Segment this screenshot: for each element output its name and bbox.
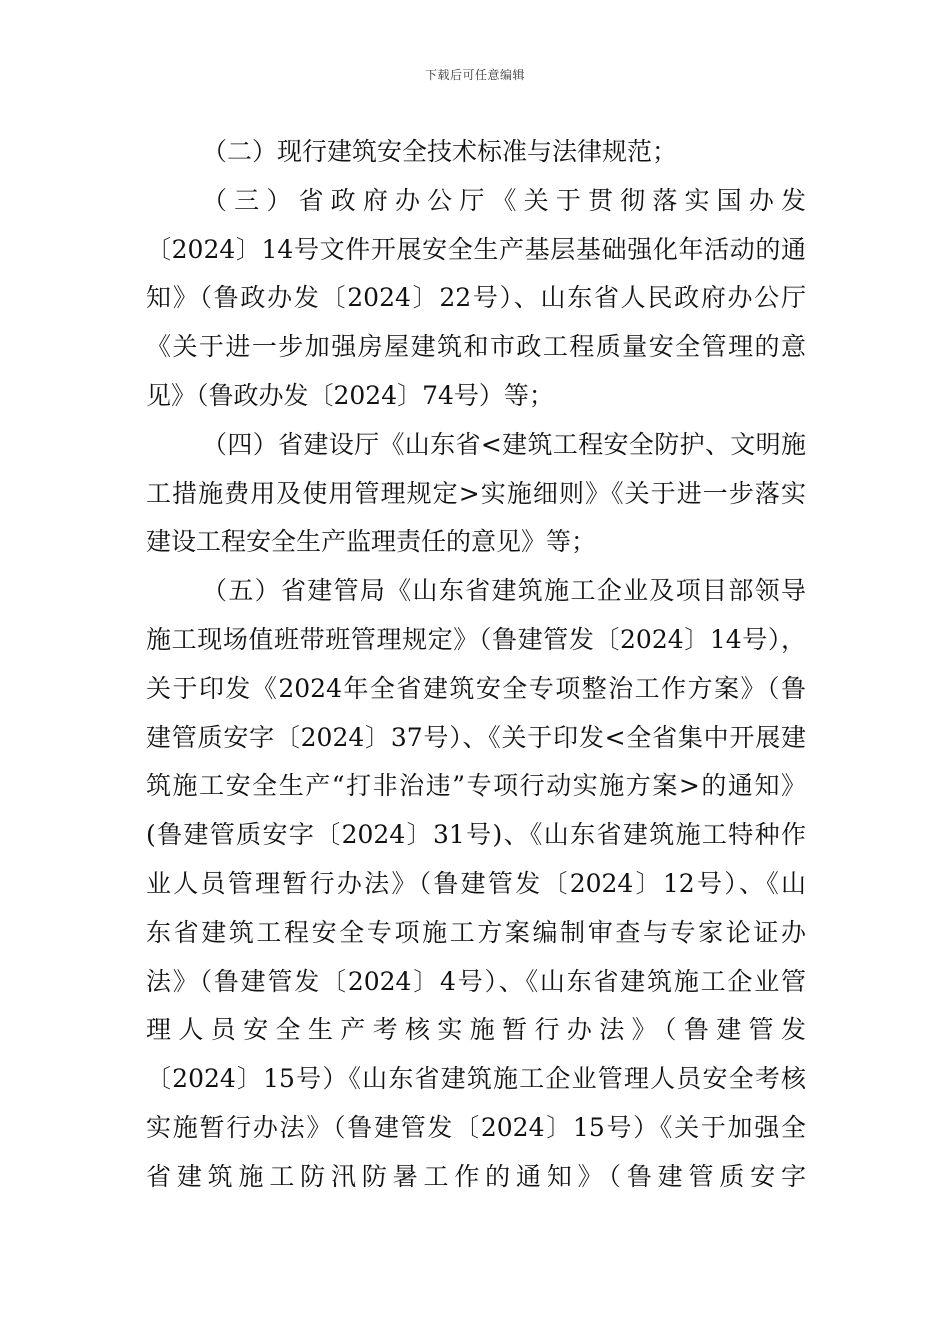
- paragraph-line: 施工现场值班带班管理规定》（鲁建管发〔2024〕14号），: [146, 624, 806, 654]
- paragraph-line: 关于印发《2024年全省建筑安全专项整治工作方案》（鲁: [146, 673, 806, 703]
- paragraph-line: 筑施工安全生产“打非治违”专项行动实施方案>的通知》: [146, 771, 806, 801]
- paragraph-line: 《关于进一步加强房屋建筑和市政工程质量安全管理的意: [146, 332, 806, 362]
- paragraph-line: （五）省建管局《山东省建筑施工企业及项目部领导: [202, 576, 806, 606]
- page-header: 下载后可任意编辑: [424, 68, 525, 82]
- paragraph-line: 东省建筑工程安全专项施工方案编制审查与专家论证办: [146, 917, 806, 947]
- paragraph-line: 见》（鲁政办发〔2024〕74号）等；: [146, 380, 554, 410]
- paragraph-line: 建管质安字〔2024〕37号）、《关于印发<全省集中开展建: [146, 722, 806, 752]
- paragraph-line: 建设工程安全生产监理责任的意见》等；: [146, 527, 597, 557]
- paragraph-line: （二）现行建筑安全技术标准与法律规范；: [202, 137, 678, 166]
- paragraph-line: 理人员安全生产考核实施暂行办法》（鲁建管发: [146, 1015, 806, 1045]
- paragraph-line: 知》（鲁政办发〔2024〕22号）、山东省人民政府办公厅: [146, 283, 806, 313]
- paragraph-line: 实施暂行办法》（鲁建管发〔2024〕15号）《关于加强全: [146, 1112, 806, 1142]
- paragraph-line: （四）省建设厅《山东省<建筑工程安全防护、文明施: [202, 429, 806, 459]
- paragraph-line: 〔2024〕14号文件开展安全生产基层基础强化年活动的通: [146, 234, 806, 264]
- paragraph-line: 〔2024〕15号）《山东省建筑施工企业管理人员安全考核: [146, 1064, 806, 1094]
- document-body: [146, 128, 806, 1202]
- paragraph-line: 省建筑施工防汛防暑工作的通知》（鲁建管质安字: [146, 1161, 806, 1191]
- paragraph-line: 业人员管理暂行办法》（鲁建管发〔2024〕12号）、《山: [146, 868, 806, 898]
- paragraph-line: （三）省政府办公厅《关于贯彻落实国办发: [202, 185, 806, 215]
- paragraph-line: 工措施费用及使用管理规定>实施细则》《关于进一步落实: [146, 478, 806, 508]
- paragraph-line: (鲁建管质安字〔2024〕31号)、《山东省建筑施工特种作: [146, 820, 806, 850]
- paragraph-line: 法》（鲁建管发〔2024〕4号）、《山东省建筑施工企业管: [146, 966, 806, 996]
